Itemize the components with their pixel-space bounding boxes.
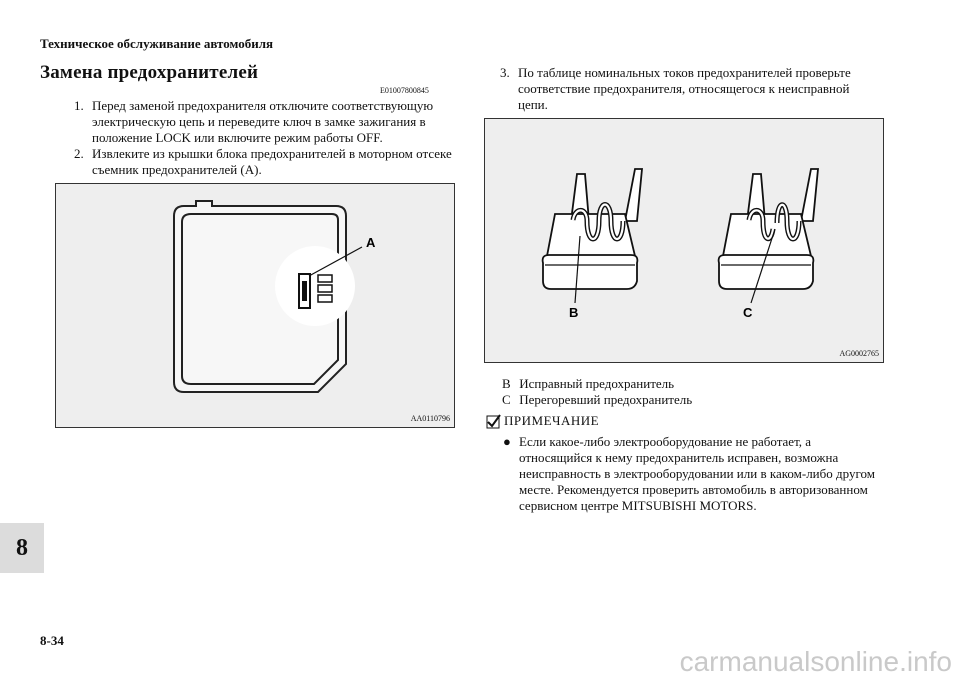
label-c: C bbox=[743, 305, 753, 320]
legend-key: B bbox=[502, 376, 511, 391]
watermark: carmanualsonline.info bbox=[679, 646, 952, 677]
fuse-comparison-figure bbox=[484, 118, 884, 363]
good-fuse-drawing bbox=[543, 169, 642, 303]
fuse-box-cover-drawing bbox=[56, 184, 454, 427]
step-number: 3. bbox=[500, 65, 510, 80]
step-1 bbox=[74, 98, 454, 146]
step-text: Извлеките из крышки блока предохранителей в моторном отсеке съемник предохранителей (A). bbox=[92, 146, 452, 177]
step-text: Перед заменой предохранителя отключите соответствующую электрическую цепь и переведите ключ в замке зажигания в положение LOCK или включите режим работы OFF. bbox=[92, 98, 434, 145]
step-2 bbox=[74, 146, 454, 178]
legend-text: Исправный предохранитель bbox=[519, 376, 675, 391]
label-a: A bbox=[366, 235, 376, 250]
figure-code: AA0110796 bbox=[410, 414, 450, 423]
note-text: Если какое-либо электрооборудование не работает, а относящийся к нему предохранитель исправен, возможна неисправность в электрооборудовании или в каком-либо другом месте. Рекомендуется проверить автомобиль в авторизованном сервисном центре MITSUBISHI MOTORS. bbox=[519, 434, 875, 513]
legend-item-c bbox=[502, 392, 882, 408]
fuse-box-cover-figure bbox=[55, 183, 455, 428]
step-3 bbox=[500, 65, 880, 113]
section-code: E01007800845 bbox=[380, 86, 429, 95]
note-title: ПРИМЕЧАНИЕ bbox=[504, 413, 600, 428]
note-item bbox=[503, 434, 881, 514]
blown-fuse-drawing bbox=[719, 169, 818, 303]
label-b: B bbox=[569, 305, 579, 320]
legend-text: Перегоревший предохранитель bbox=[519, 392, 693, 407]
step-text: По таблице номинальных токов предохранителей проверьте соответствие предохранителя, относящегося к неисправной цепи. bbox=[518, 65, 851, 112]
running-header: Техническое обслуживание автомобиля bbox=[40, 36, 274, 51]
figure-code: AG0002765 bbox=[839, 349, 879, 358]
figure-legend bbox=[502, 376, 882, 408]
chapter-tab: 8 bbox=[0, 523, 44, 573]
legend-key: C bbox=[502, 392, 511, 407]
page-title: Замена предохранителей bbox=[40, 62, 259, 83]
page-number: 8-34 bbox=[40, 633, 64, 648]
note-check-icon bbox=[484, 413, 502, 431]
fuse-comparison-drawing bbox=[485, 119, 883, 362]
step-number: 1. bbox=[74, 98, 84, 113]
bullet-icon: ● bbox=[503, 434, 511, 449]
step-number: 2. bbox=[74, 146, 84, 161]
legend-item-b bbox=[502, 376, 882, 392]
